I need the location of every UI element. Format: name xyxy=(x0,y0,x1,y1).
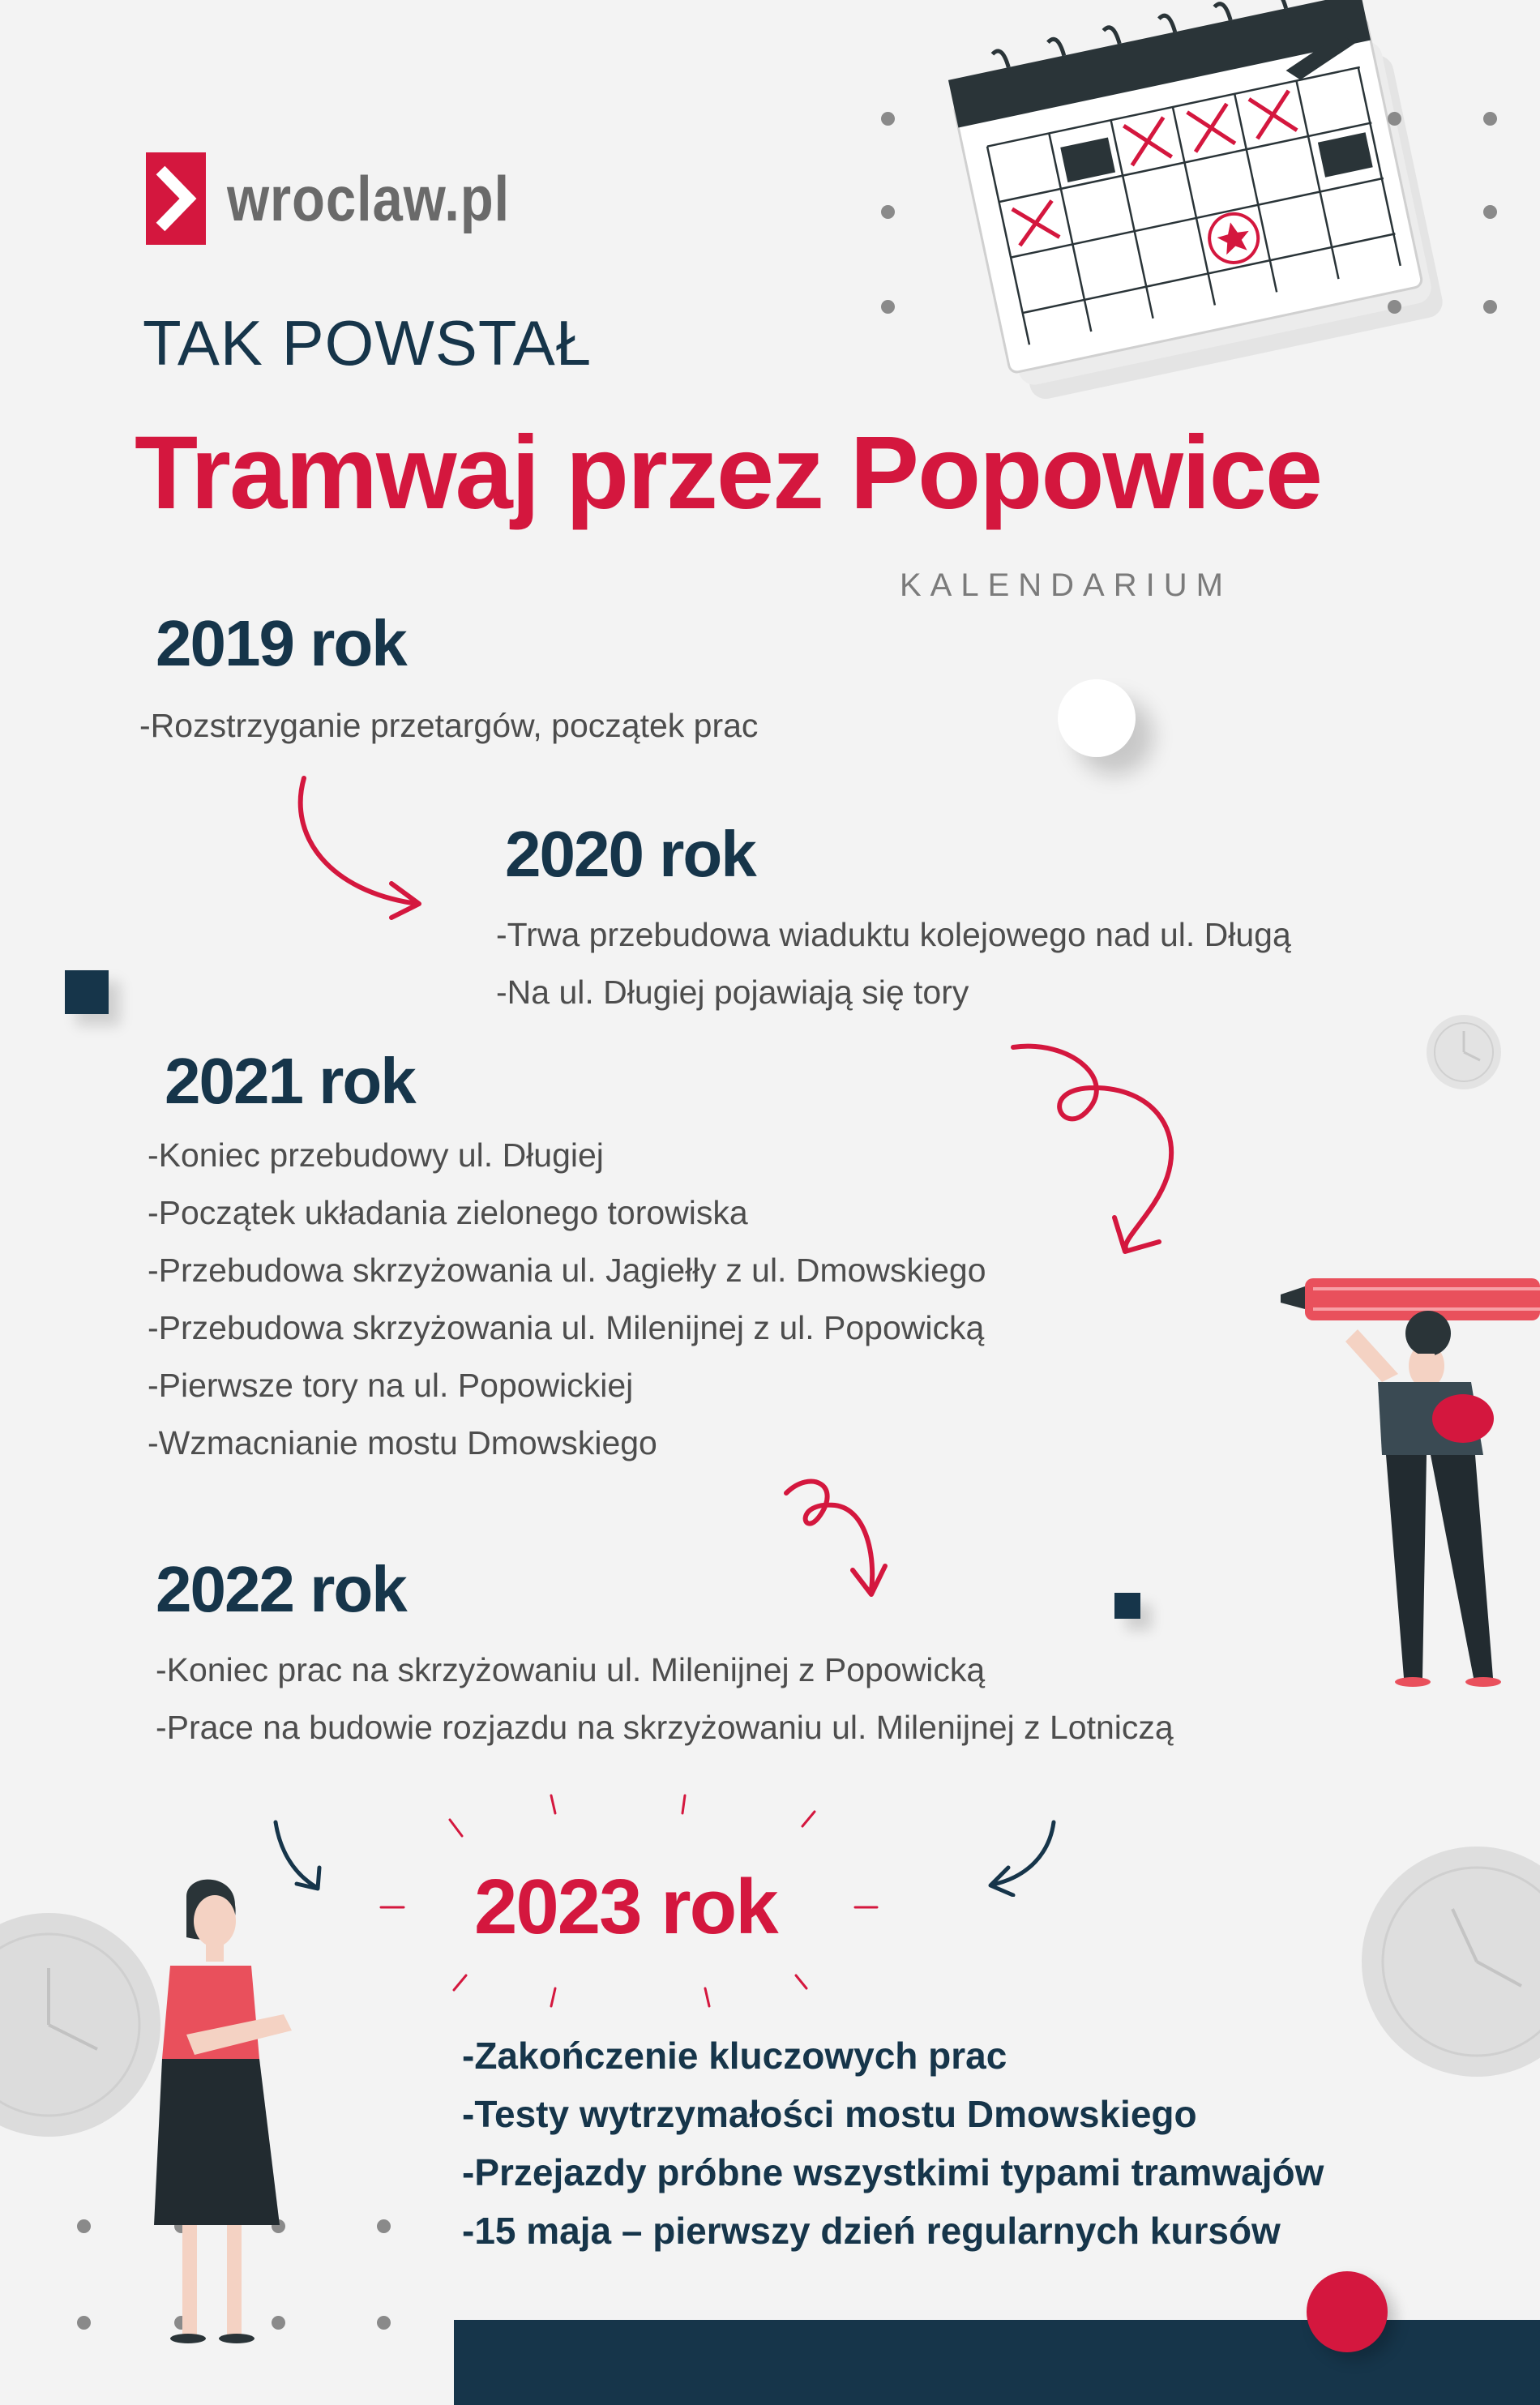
woman-illustration xyxy=(138,1872,316,2359)
page-title: Tramwaj przez Popowice xyxy=(135,415,1321,531)
list-item: -Prace na budowie rozjazdu na skrzyżowaniu ul. Milenijnej z Lotniczą xyxy=(156,1709,1174,1746)
list-item: -Testy wytrzymałości mostu Dmowskiego xyxy=(462,2093,1197,2135)
decor-dot xyxy=(377,2219,391,2233)
curved-arrow-icon xyxy=(288,770,434,924)
year-2019: 2019 rok xyxy=(156,607,406,679)
list-item: -Koniec prac na skrzyżowaniu ul. Milenijnej z Popowicką xyxy=(156,1651,986,1688)
clock-icon xyxy=(1425,1013,1503,1091)
decor-square xyxy=(65,970,109,1014)
subtitle: KALENDARIUM xyxy=(900,567,1232,603)
decor-dot xyxy=(1483,300,1497,314)
decor-dot xyxy=(1388,112,1401,126)
decor-ball xyxy=(1058,679,1136,757)
decor-dot xyxy=(77,2316,91,2330)
list-item: -Przejazdy próbne wszystkimi typami tramwajów xyxy=(462,2151,1324,2193)
pre-title: TAK POWSTAŁ xyxy=(143,307,592,379)
list-item: -Na ul. Długiej pojawiają się tory xyxy=(496,974,969,1011)
year-2022: 2022 rok xyxy=(156,1553,406,1625)
list-item: -Pierwsze tory na ul. Popowickiej xyxy=(148,1367,634,1404)
list-item: -Przebudowa skrzyżowania ul. Jagiełły z ul. Dmowskiego xyxy=(148,1252,986,1289)
decor-dot xyxy=(1483,205,1497,219)
list-item: -15 maja – pierwszy dzień regularnych kursów xyxy=(462,2210,1281,2252)
decor-dot xyxy=(377,2316,391,2330)
logo xyxy=(146,152,556,245)
curved-arrow-icon xyxy=(1005,1039,1208,1274)
woman-with-marker-illustration xyxy=(1281,1252,1540,1690)
list-2019 xyxy=(139,697,758,755)
list-item: -Wzmacnianie mostu Dmowskiego xyxy=(148,1424,657,1461)
list-2022 xyxy=(156,1641,1174,1757)
list-item: -Trwa przebudowa wiaduktu kolejowego nad ul. Długą xyxy=(496,916,1291,953)
list-2021 xyxy=(148,1127,986,1472)
list-2020 xyxy=(496,906,1291,1021)
decor-dot xyxy=(1388,300,1401,314)
decor-dot xyxy=(77,2219,91,2233)
year-2020: 2020 rok xyxy=(505,818,755,890)
decor-dot xyxy=(881,112,895,126)
logo-text: wroclaw.pl xyxy=(227,162,511,234)
list-item: -Rozstrzyganie przetargów, początek prac xyxy=(139,707,759,744)
list-2023 xyxy=(462,2026,1324,2260)
list-item: -Zakończenie kluczowych prac xyxy=(462,2035,1007,2077)
calendar-illustration xyxy=(932,0,1459,422)
decor-ball xyxy=(1307,2271,1388,2352)
year-2023: 2023 rok xyxy=(474,1864,777,1950)
logo-chevron-icon xyxy=(146,152,206,245)
list-item: -Początek układania zielonego torowiska xyxy=(148,1194,748,1231)
decor-dot xyxy=(881,300,895,314)
decor-square xyxy=(1114,1593,1140,1619)
decor-dot xyxy=(881,205,895,219)
curved-arrow-icon xyxy=(778,1469,892,1607)
decor-dot xyxy=(1483,112,1497,126)
year-2021: 2021 rok xyxy=(165,1045,415,1117)
clock-icon xyxy=(1355,1844,1540,2079)
list-item: -Koniec przebudowy ul. Długiej xyxy=(148,1136,604,1174)
list-item: -Przebudowa skrzyżowania ul. Milenijnej z ul. Popowicką xyxy=(148,1309,985,1346)
curved-arrow-icon xyxy=(981,1816,1062,1897)
